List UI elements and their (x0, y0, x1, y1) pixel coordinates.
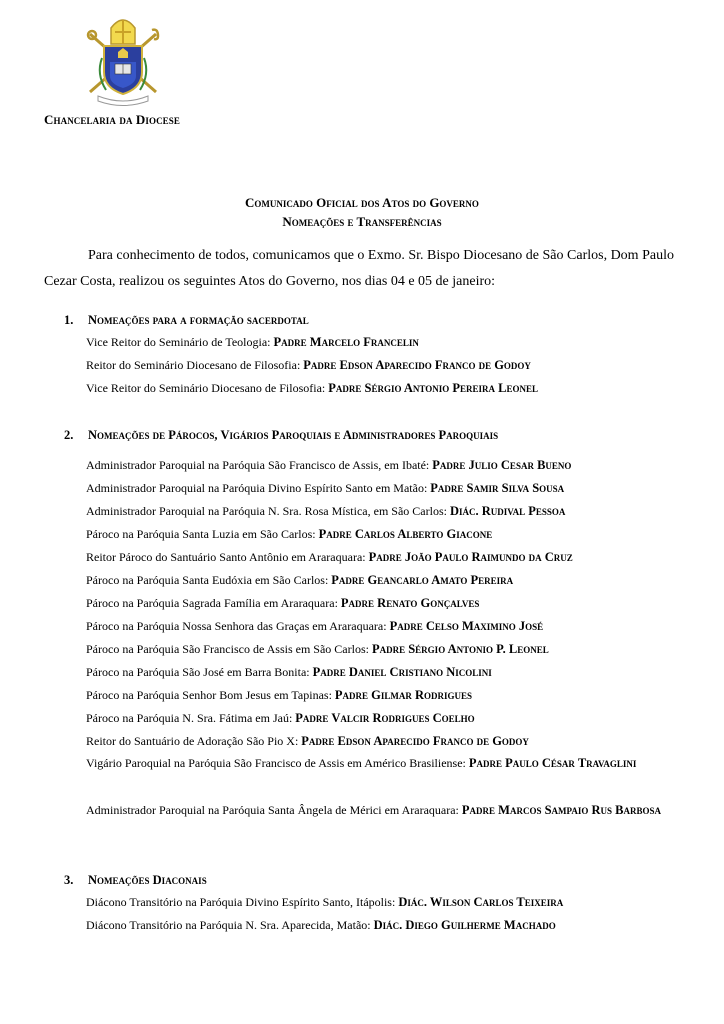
appointment-line (86, 457, 571, 473)
appointment-line (86, 618, 543, 634)
appointment-role: Pároco na Paróquia Sagrada Família em Araraquara: (86, 596, 341, 610)
appointee-name: Padre Renato Gonçalves (340, 596, 480, 610)
section-number: 2. (64, 428, 74, 442)
appointee-name: Padre Julio Cesar Bueno (432, 458, 572, 472)
appointee-name: Padre Carlos Alberto Giacone (318, 527, 493, 541)
appointee-name: Padre Edson Aparecido Franco de Godoy (303, 358, 531, 372)
appointment-role: Administrador Paroquial na Paróquia São Francisco de Assis, em Ibaté: (86, 458, 433, 472)
appointment-line (86, 572, 513, 588)
section-title: Nomeações para a formação sacerdotal (88, 313, 309, 327)
appointment-line (44, 799, 684, 822)
appointment-role: Pároco na Paróquia Senhor Bom Jesus em Tapinas: (86, 688, 335, 702)
appointment-role: Diácono Transitório na Paróquia N. Sra. Aparecida, Matão: (86, 918, 374, 932)
diocese-coat-of-arms (82, 14, 164, 110)
title-line-1: Comunicado Oficial dos Atos do Governo (245, 195, 479, 210)
appointee-name: Diác. Wilson Carlos Teixeira (398, 895, 564, 909)
appointment-role: Administrador Paroquial na Paróquia Santa Ângela de Mérici em Araraquara: (86, 803, 462, 817)
appointment-line (86, 357, 531, 373)
appointment-line (86, 710, 475, 726)
section-title: Nomeações Diaconais (88, 873, 207, 887)
document-title (0, 193, 724, 231)
appointee-name: Padre Samir Silva Sousa (430, 481, 565, 495)
appointment-role: Pároco na Paróquia Santa Luzia em São Carlos: (86, 527, 319, 541)
appointee-name: Padre Geancarlo Amato Pereira (331, 573, 514, 587)
section-heading (64, 873, 207, 888)
chancery-heading: Chancelaria da Diocese (44, 112, 180, 127)
appointment-role: Vice Reitor do Seminário de Teologia: (86, 335, 274, 349)
appointee-name: Padre Celso Maximino José (389, 619, 544, 633)
section-number: 3. (64, 873, 74, 887)
appointee-name: Padre Marcos Sampaio Rus Barbosa (461, 803, 661, 817)
appointment-line (86, 503, 565, 519)
appointment-role: Vigário Paroquial na Paróquia São Francisco de Assis em Américo Brasiliense: (86, 756, 469, 770)
appointment-line (86, 549, 573, 565)
appointment-line (86, 917, 556, 933)
section-number: 1. (64, 313, 74, 327)
appointment-role: Pároco na Paróquia N. Sra. Fátima em Jaú: (86, 711, 296, 725)
appointment-line (86, 595, 479, 611)
appointment-line (86, 380, 538, 396)
appointment-role: Pároco na Paróquia Nossa Senhora das Graças em Araraquara: (86, 619, 390, 633)
intro-paragraph: Para conhecimento de todos, comunicamos que o Exmo. Sr. Bispo Diocesano de São Carlos, Dom Paulo Cezar Costa, realizou os seguintes Atos do Governo, nos dias 04 e 05 de janeiro: (44, 248, 674, 289)
appointee-name: Padre Edson Aparecido Franco de Godoy (301, 734, 529, 748)
appointee-name: Padre Valcir Rodrigues Coelho (295, 711, 475, 725)
section-heading (64, 428, 498, 443)
section-heading (64, 313, 309, 328)
appointment-line (86, 687, 472, 703)
appointee-name: Diác. Rudival Pessoa (449, 504, 566, 518)
appointment-role: Pároco na Paróquia São José em Barra Bonita: (86, 665, 313, 679)
appointment-line (86, 894, 563, 910)
appointment-role: Administrador Paroquial na Paróquia N. Sra. Rosa Mística, em São Carlos: (86, 504, 450, 518)
appointment-role: Vice Reitor do Seminário Diocesano de Filosofia: (86, 381, 329, 395)
appointment-role: Diácono Transitório na Paróquia Divino Espírito Santo, Itápolis: (86, 895, 399, 909)
appointment-role: Reitor do Seminário Diocesano de Filosofia: (86, 358, 304, 372)
appointee-name: Padre Daniel Cristiano Nicolini (312, 665, 492, 679)
appointment-role: Reitor do Santuário de Adoração São Pio X: (86, 734, 302, 748)
appointment-line (86, 480, 564, 496)
appointee-name: Padre Marcelo Francelin (273, 335, 419, 349)
appointment-role: Administrador Paroquial na Paróquia Divino Espírito Santo em Matão: (86, 481, 431, 495)
appointee-name: Padre Sérgio Antonio Pereira Leonel (328, 381, 538, 395)
appointment-line (44, 752, 684, 775)
appointment-role: Reitor Pároco do Santuário Santo Antônio em Araraquara: (86, 550, 369, 564)
appointment-role: Pároco na Paróquia São Francisco de Assis em São Carlos: (86, 642, 372, 656)
appointee-name: Diác. Diego Guilherme Machado (373, 918, 556, 932)
section-title: Nomeações de Párocos, Vigários Paroquiais e Administradores Paroquiais (88, 428, 499, 442)
appointment-line (86, 664, 492, 680)
appointee-name: Padre Sérgio Antonio P. Leonel (371, 642, 549, 656)
appointee-name: Padre Gilmar Rodrigues (334, 688, 473, 702)
appointee-name: Padre João Paulo Raimundo da Cruz (368, 550, 573, 564)
appointment-line (86, 526, 492, 542)
appointee-name: Padre Paulo César Travaglini (468, 756, 637, 770)
appointment-line (86, 733, 529, 749)
title-line-2: Nomeações e Transferências (282, 214, 442, 229)
appointment-line (86, 641, 549, 657)
appointment-role: Pároco na Paróquia Santa Eudóxia em São Carlos: (86, 573, 332, 587)
appointment-line (86, 334, 419, 350)
